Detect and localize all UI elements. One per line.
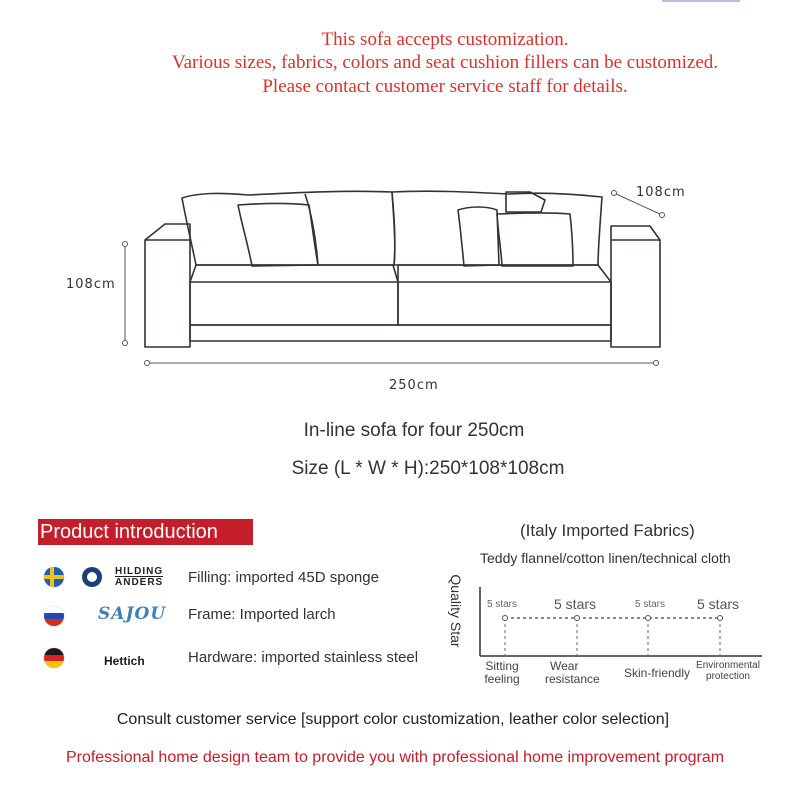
throw-pillow-back <box>506 192 545 212</box>
x-label-skin-friendly: Skin-friendly <box>624 666 691 680</box>
product-introduction-heading: Product introduction <box>38 519 253 545</box>
germany-flag-icon <box>44 648 64 668</box>
fabrics-subtitle: Teddy flannel/cotton linen/technical cloth <box>480 550 731 566</box>
arm-right <box>611 226 660 347</box>
sweden-flag-icon <box>44 567 64 587</box>
hilding-anders-logo <box>82 566 174 588</box>
sofa-base <box>190 325 611 341</box>
throw-pillow-left <box>238 204 318 267</box>
consult-customer-service-text: Consult customer service [support color customization, leather color selection] <box>116 711 670 728</box>
star-label-environment: 5 stars <box>697 596 740 612</box>
depth-dimension-label: 108cm <box>636 185 686 200</box>
x-label-environmental-protection: Environmental protection <box>696 660 760 682</box>
sajou-logo: SAJOU <box>98 604 167 624</box>
quality-point-environment <box>718 616 723 621</box>
throw-pillow-right <box>497 213 573 266</box>
height-dimension-label: 108cm <box>66 277 116 292</box>
hilding-anders-emblem-icon <box>82 567 102 587</box>
quality-star-axis-label: Quality Star <box>448 574 464 648</box>
seat-cushion-left <box>190 265 398 325</box>
hilding-anders-wordmark-line1: HILDING <box>115 566 164 577</box>
star-label-skin: 5 stars <box>635 599 666 610</box>
filling-spec: Filling: imported 45D sponge <box>188 569 379 586</box>
quality-point-sitting <box>503 616 508 621</box>
hilding-anders-wordmark-line2: ANDERS <box>115 577 164 588</box>
star-label-sitting: 5 stars <box>487 599 518 610</box>
throw-pillow-mid <box>458 207 499 266</box>
russia-flag-icon <box>44 606 64 626</box>
customization-notice-line3: Please contact customer service staff for details. <box>262 76 628 97</box>
fabrics-title: (Italy Imported Fabrics) <box>520 521 695 540</box>
arm-left <box>145 224 190 347</box>
sofa-model-name: In-line sofa for four 250cm <box>303 420 525 441</box>
customization-notice-line2: Various sizes, fabrics, colors and seat cushion fillers can be customized. <box>171 52 719 73</box>
sofa-size: Size (L * W * H):250*108*108cm <box>291 458 565 479</box>
back-cushion-left <box>182 191 395 265</box>
professional-design-team-text: Professional home design team to provide you with professional home improvement program <box>65 749 725 766</box>
frame-spec: Frame: Imported larch <box>188 606 336 623</box>
x-label-sitting-feeling: Sitting feeling <box>484 659 520 686</box>
x-label-wear-resistance: Wear resistance <box>545 659 600 686</box>
seat-cushion-right <box>398 265 611 325</box>
star-label-wear: 5 stars <box>554 596 597 612</box>
hardware-spec: Hardware: imported stainless steel <box>188 649 419 666</box>
quality-point-wear <box>575 616 580 621</box>
customization-notice-line1: This sofa accepts customization. <box>321 29 569 50</box>
hettich-logo: Hettich <box>104 654 145 668</box>
top-edge-bar <box>662 0 740 2</box>
quality-point-skin <box>646 616 651 621</box>
length-dimension-label: 250cm <box>389 378 439 393</box>
